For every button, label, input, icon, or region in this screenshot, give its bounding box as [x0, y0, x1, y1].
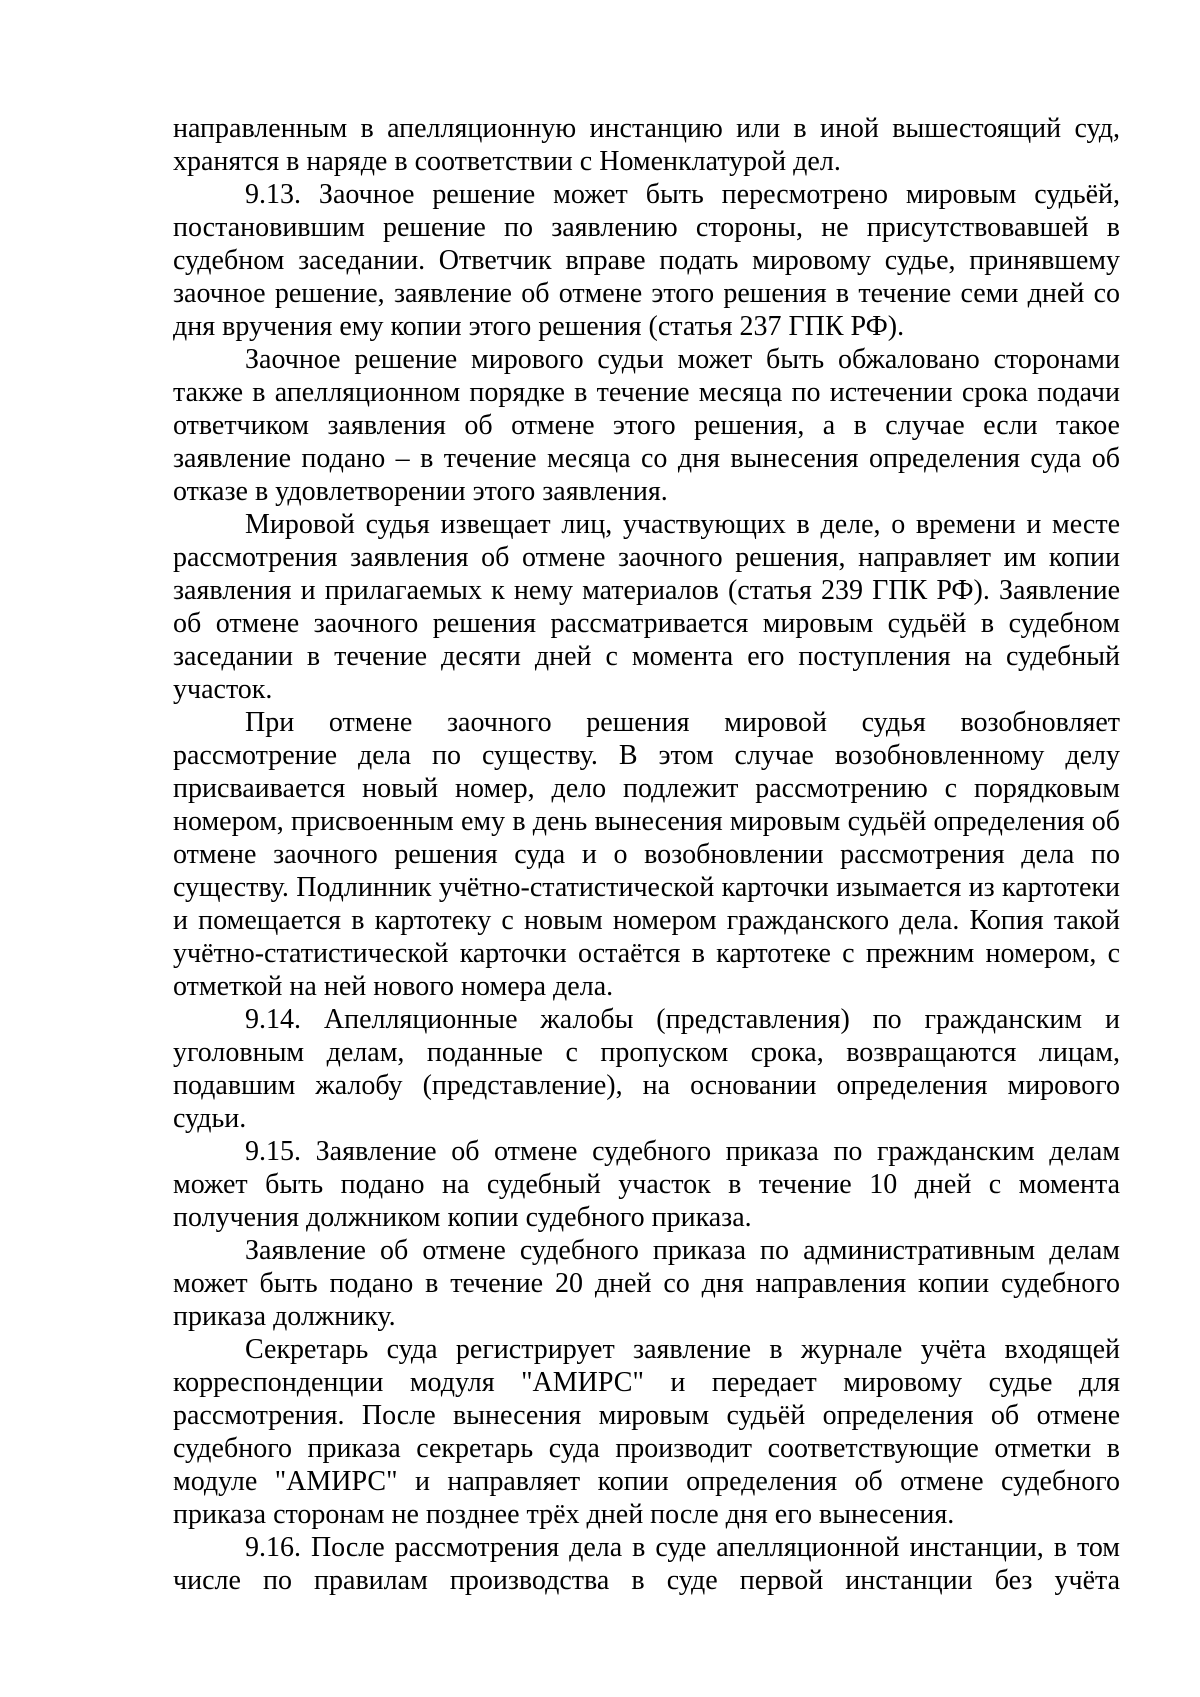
paragraph-9-15: 9.15. Заявление об отмене судебного приказа по гражданским делам может быть подано на судебный участок в течение 10 дней с момента получения должником копии судебного приказа.: [173, 1136, 1120, 1233]
paragraph-continuation: направленным в апелляционную инстанцию или в иной вышестоящий суд, хранятся в наряде в соответствии с Номенклатурой дел.: [173, 113, 1120, 177]
paragraph-secretary: Секретарь суда регистрирует заявление в журнале учёта входящей корреспонденции модуля "АМИРС" и передает мировому судье для рассмотрения. После вынесения мировым судьёй определения об отмене судебного приказа секретарь суда производит соответствующие отметки в модуле "АМИРС" и направляет копии определения об отмене судебного приказа сторонам не позднее трёх дней после дня его вынесения.: [173, 1334, 1120, 1530]
paragraph-9-14: 9.14. Апелляционные жалобы (представления) по гражданским и уголовным делам, поданные с пропуском срока, возвращаются лицам, подавшим жалобу (представление), на основании определения мирового судьи.: [173, 1004, 1120, 1134]
paragraph-admin-cases: Заявление об отмене судебного приказа по административным делам может быть подано в течение 20 дней со дня направления копии судебного приказа должнику.: [173, 1235, 1120, 1332]
document-page: [173, 112, 1120, 1597]
paragraph-appeal-zaochnoe: Заочное решение мирового судьи может быть обжаловано сторонами также в апелляционном порядке в течение месяца по истечении срока подачи ответчиком заявления об отмене этого решения, а в случае если такое заявление подано – в течение месяца со дня вынесения определения суда об отказе в удовлетворении этого заявления.: [173, 344, 1120, 507]
paragraph-resumption: При отмене заочного решения мировой судья возобновляет рассмотрение дела по существу. В этом случае возобновленному делу присваивается новый номер, дело подлежит рассмотрению с порядковым номером, присвоенным ему в день вынесения мировым судьёй определения об отмене заочного решения суда и о возобновлении рассмотрения дела по существу. Подлинник учётно-статистической карточки изымается из картотеки и помещается в картотеку с новым номером гражданского дела. Копия такой учётно-статистической карточки остаётся в картотеке с прежним номером, с отметкой на ней нового номера дела.: [173, 707, 1120, 1002]
paragraph-9-16: 9.16. После рассмотрения дела в суде апелляционной инстанции, в том числе по правилам производства в суде первой инстанции без учёта: [173, 1532, 1120, 1596]
paragraph-9-13: 9.13. Заочное решение может быть пересмотрено мировым судьёй, постановившим решение по заявлению стороны, не присутствовавшей в судебном заседании. Ответчик вправе подать мировому судье, принявшему заочное решение, заявление об отмене этого решения в течение семи дней со дня вручения ему копии этого решения (статья 237 ГПК РФ).: [173, 179, 1120, 342]
paragraph-notification: Мировой судья извещает лиц, участвующих в деле, о времени и месте рассмотрения заявления об отмене заочного решения, направляет им копии заявления и прилагаемых к нему материалов (статья 239 ГПК РФ). Заявление об отмене заочного решения рассматривается мировым судьёй в судебном заседании в течение десяти дней с момента его поступления на судебный участок.: [173, 509, 1120, 705]
